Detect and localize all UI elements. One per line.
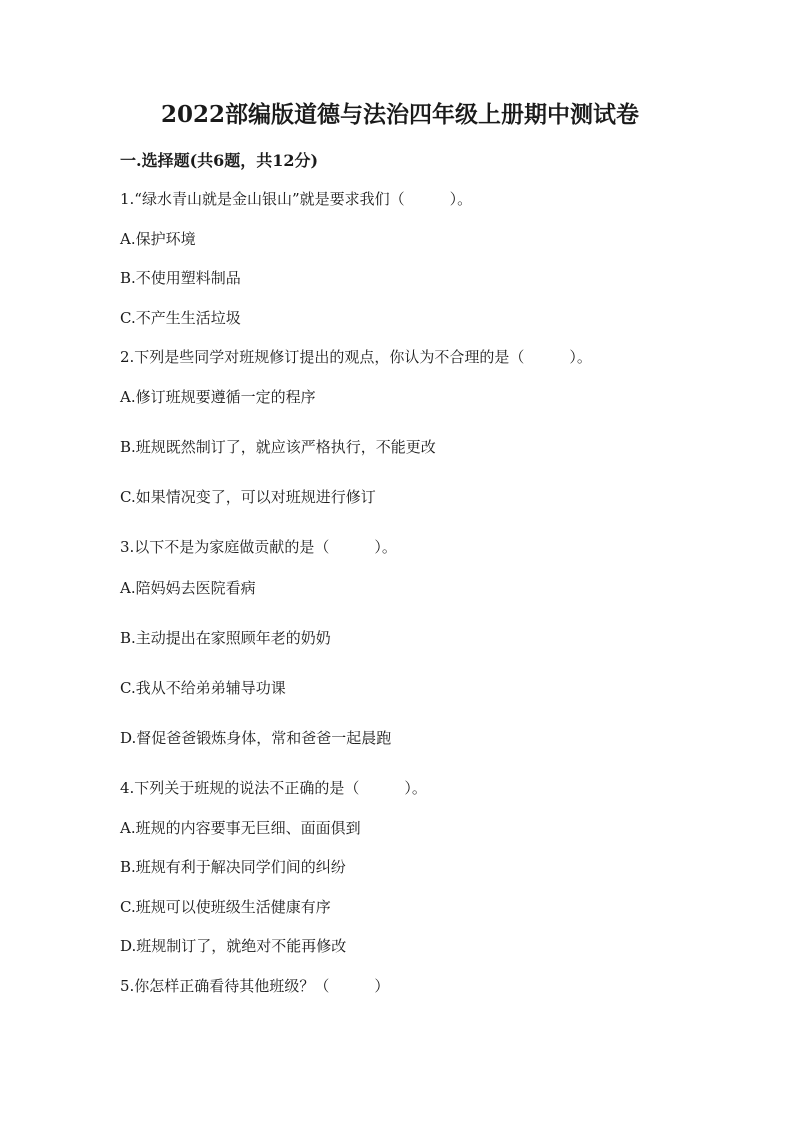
question-4-option-b: B.班规有利于解决同学们间的纠纷 (120, 858, 346, 876)
question-1-option-a: A.保护环境 (120, 230, 196, 248)
page-title: 2022部编版道德与法治四年级上册期中测试卷 (160, 101, 639, 128)
question-1-option-b: B.不使用塑料制品 (120, 269, 241, 287)
question-2-option-c: C.如果情况变了，可以对班规进行修订 (120, 488, 376, 506)
question-3-option-d: D.督促爸爸锻炼身体，常和爸爸一起晨跑 (120, 729, 392, 747)
question-1-option-c: C.不产生生活垃圾 (120, 309, 241, 327)
question-3-option-a: A.陪妈妈去医院看病 (120, 579, 256, 597)
question-5-stem: 5.你怎样正确看待其他班级？（ ） (120, 977, 390, 995)
question-3-option-b: B.主动提出在家照顾年老的奶奶 (120, 629, 331, 647)
question-3-stem: 3.以下不是为家庭做贡献的是（ ）。 (120, 538, 397, 556)
question-2-option-b: B.班规既然制订了，就应该严格执行，不能更改 (120, 438, 436, 456)
question-3-option-c: C.我从不给弟弟辅导功课 (120, 679, 286, 697)
question-4-option-c: C.班规可以使班级生活健康有序 (120, 898, 331, 916)
question-4-option-a: A.班规的内容要事无巨细、面面俱到 (120, 819, 361, 837)
question-1-stem: 1.“绿水青山就是金山银山”就是要求我们（ ）。 (120, 190, 473, 208)
question-4-option-d: D.班规制订了，就绝对不能再修改 (120, 937, 347, 955)
section-heading: 一.选择题(共6题，共12分) (120, 151, 319, 170)
question-2-stem: 2.下列是些同学对班规修订提出的观点，你认为不合理的是（ ）。 (120, 348, 592, 366)
question-4-stem: 4.下列关于班规的说法不正确的是（ ）。 (120, 779, 427, 797)
question-2-option-a: A.修订班规要遵循一定的程序 (120, 388, 316, 406)
